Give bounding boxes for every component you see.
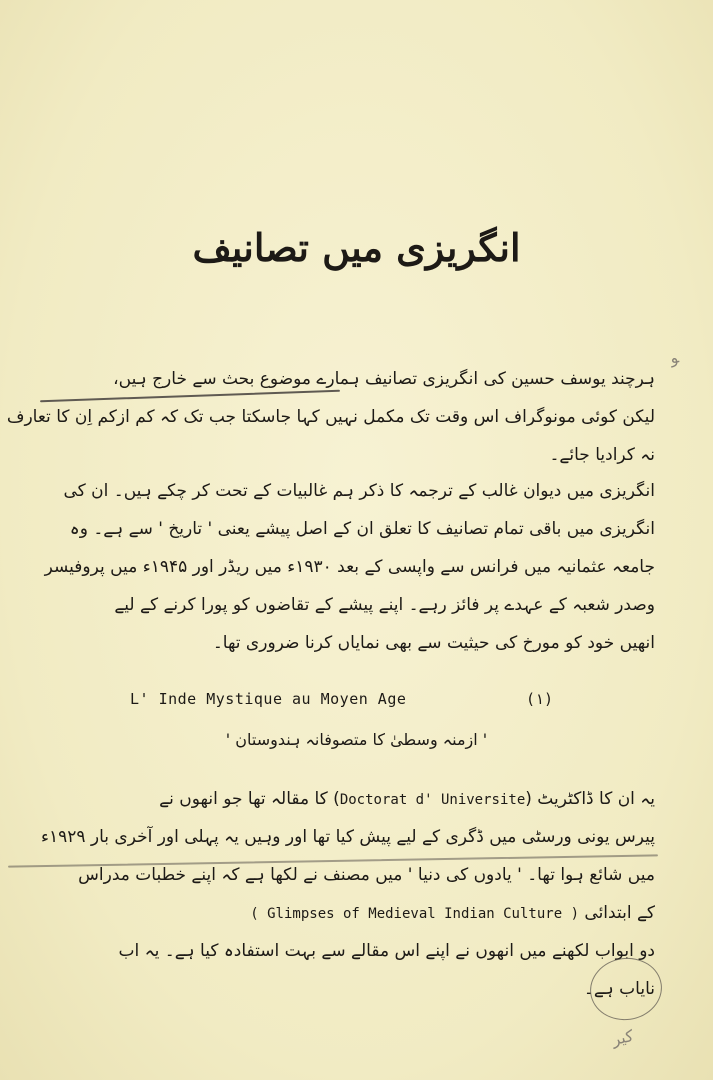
paragraph-line: انھیں خود کو مورخ کی حیثیت سے بھی نمایاں کرنا ضروری تھا۔ <box>212 633 655 653</box>
paragraph-line: دو ابواب لکھنے میں انھوں نے اپنے اس مقالے سے بہت استفادہ کیا ہے۔ یہ اب <box>118 941 655 961</box>
paragraph-line <box>52 780 655 818</box>
paragraph-line: جامعہ عثمانیہ میں فرانس سے واپسی کے بعد ۱۹۳۰ء میں ریڈر اور ۱۹۴۵ء میں پروفیسر <box>44 557 655 577</box>
paragraph-line: وصدر شعبہ کے عہدے پر فائز رہے۔ اپنے پیشے کے تقاضوں کو پورا کرنے کے لیے <box>114 595 655 615</box>
text-segment: ) کا مقالہ تھا جو انھوں نے <box>159 789 340 809</box>
paragraph-line: نایاب ہے۔ <box>583 979 655 999</box>
text-segment: کے ابتدائی <box>584 903 655 923</box>
margin-pencil-mark: ﻮ <box>668 347 681 368</box>
section-number: (۱) <box>526 690 554 708</box>
paragraph-thesis <box>40 780 655 1008</box>
paragraph-line: نہ کرادیا جائے۔ <box>549 445 655 465</box>
section-title-english: L' Inde Mystique au Moyen Age <box>130 690 407 708</box>
paragraph-intro <box>6 360 655 474</box>
section-title-urdu: ' ازمنہ وسطیٰ کا متصوفانہ ہندوستان ' <box>225 730 488 749</box>
paragraph-line: انگریزی میں باقی تمام تصانیف کا تعلق ان کے اصل پیشے یعنی ' تاریخ ' سے ہے۔ وہ <box>69 519 655 539</box>
paragraph-line: میں شائع ہوا تھا۔ ' یادوں کی دنیا ' میں مصنف نے لکھا ہے کہ اپنے خطبات مدراس <box>78 865 655 885</box>
paragraph-career <box>44 472 655 662</box>
paragraph-line: پیرس یونی ورسٹی میں ڈگری کے لیے پیش کیا تھا اور وہیں یہ پہلی اور آخری بار ۱۹۲۹ء <box>40 827 655 847</box>
paragraph-line <box>52 894 655 932</box>
english-term: ( Glimpses of Medieval Indian Culture ) <box>250 906 579 922</box>
text-segment: یہ ان کا ڈاکٹریٹ ( <box>525 789 655 809</box>
margin-pencil-mark: ﻛﻴﺮ <box>610 1025 636 1050</box>
page-title: انگریزی میں تصانیف <box>192 225 521 270</box>
paragraph-line: ہرچند یوسف حسین کی انگریزی تصانیف ہمارے موضوع بحث سے خارج ہیں، <box>113 369 655 389</box>
english-term: Doctorat d' Universite <box>339 792 526 808</box>
paragraph-line: انگریزی میں دیوان غالب کے ترجمہ کا ذکر ہم غالبیات کے تحت کر چکے ہیں۔ ان کی <box>63 481 655 501</box>
paragraph-line: لیکن کوئی مونوگراف اس وقت تک مکمل نہیں کہا جاسکتا جب تک کہ کم ازکم اِن کا تعارف <box>6 407 655 427</box>
